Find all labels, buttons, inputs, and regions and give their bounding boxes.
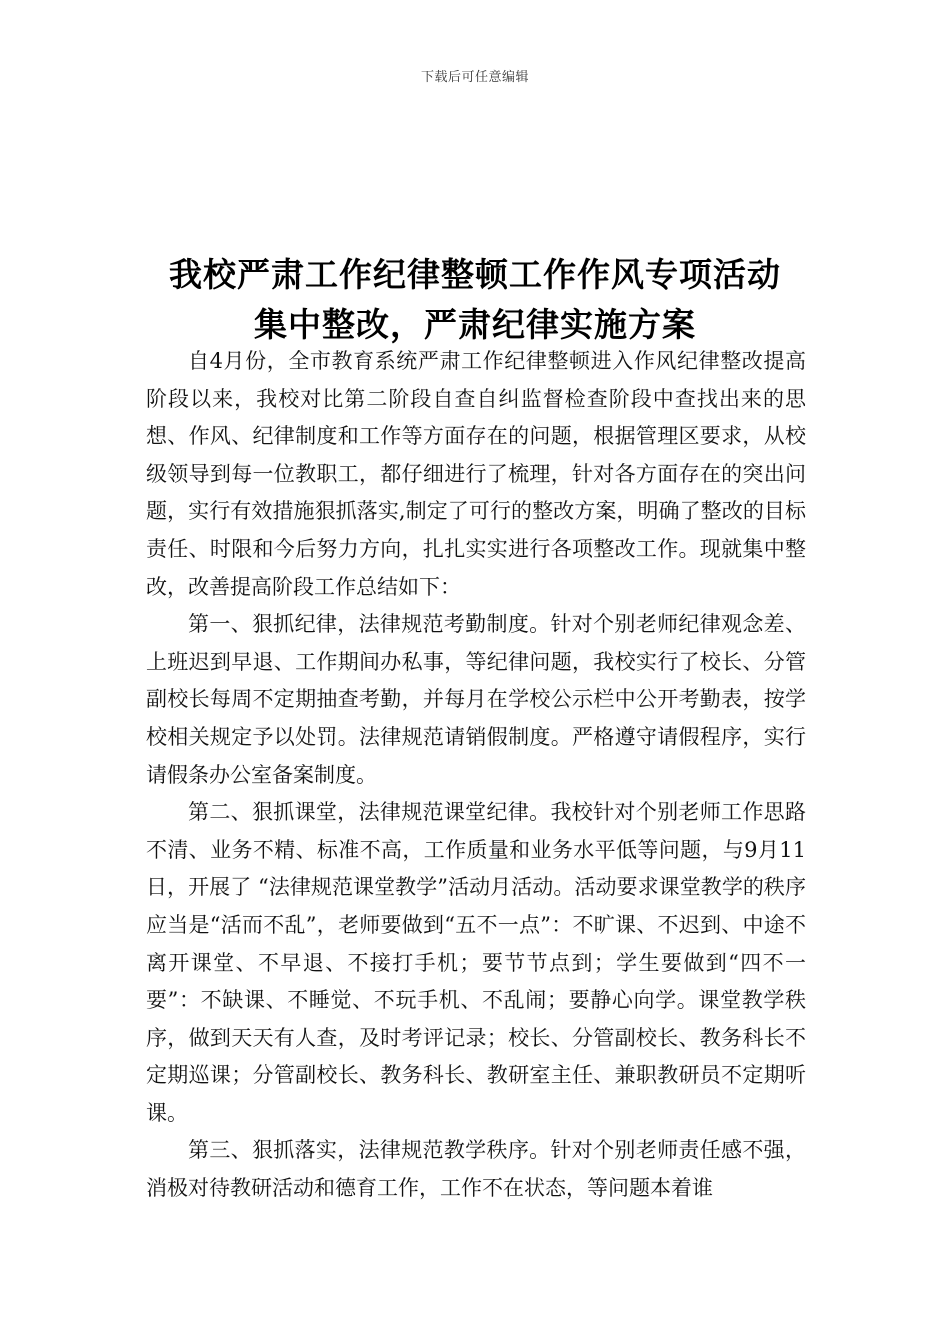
header-note: 下载后可任意编辑 (420, 70, 529, 85)
paragraph-intro: 自4月份，全市教育系统严肃工作纪律整顿进入作风纪律整改提高阶段以来，我校对比第二阶段自查自纠监督检查阶段中查找出来的思想、作风、纪律制度和工作等方面存在的问题，根据管理区要求，从校级领导到每一位教职工，都仔细进行了梳理，针对各方面存在的突出问题，实行有效措施狠抓落实,制定了可行的整改方案，明确了整改的目标责任、时限和今后努力方向，扎扎实实进行各项整改工作。现就集中整改，改善提高阶段工作总结如下： (146, 349, 806, 599)
paragraph-first: 第一、狠抓纪律，法律规范考勤制度。针对个别老师纪律观念差、上班迟到早退、工作期间办私事，等纪律问题，我校实行了校长、分管副校长每周不定期抽查考勤，并每月在学校公示栏中公开考勤表，按学校相关规定予以处罚。法律规范请销假制度。严格遵守请假程序，实行请假条办公室备案制度。 (146, 612, 806, 787)
paragraph-third: 第三、狠抓落实，法律规范教学秩序。针对个别老师责任感不强，消极对待教研活动和德育工作，工作不在状态，等问题本着谁 (146, 1138, 806, 1201)
document-body (146, 343, 806, 1208)
title-line-2: 集中整改，严肃纪律实施方案 (254, 305, 696, 344)
paragraph-second: 第二、狠抓课堂，法律规范课堂纪律。我校针对个别老师工作思路不清、业务不精、标准不高，工作质量和业务水平低等问题，与9月11日，开展了 “法律规范课堂教学”活动月活动。活动要求课堂教学的秩序应当是“活而不乱”，老师要做到“五不一点”：不旷课、不迟到、中途不离开课堂、不早退、不接打手机；要节节点到；学生要做到“四不一要”：不缺课、不睡觉、不玩手机、不乱闹；要静心向学。课堂教学秩序，做到天天有人查，及时考评记录；校长、分管副校长、教务科长不定期巡课；分管副校长、教务科长、教研室主任、兼职教研员不定期听课。 (146, 800, 806, 1125)
document-title (120, 250, 830, 350)
title-line-1: 我校严肃工作纪律整顿工作作风专项活动 (169, 255, 781, 294)
